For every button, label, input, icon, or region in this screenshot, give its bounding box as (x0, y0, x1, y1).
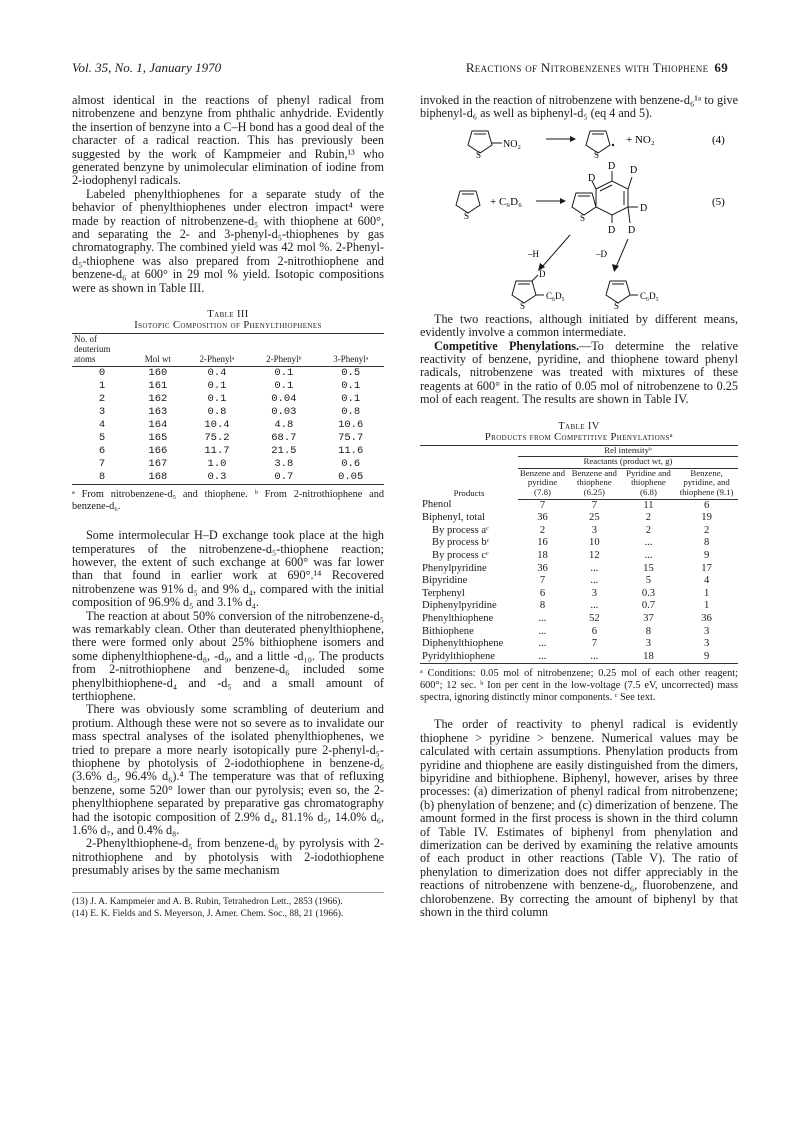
svg-text:S: S (580, 212, 586, 223)
table-cell: 21.5 (271, 445, 297, 458)
table-cell: ... (590, 562, 599, 574)
table-row (420, 563, 738, 576)
table-row (420, 512, 738, 525)
table-row (420, 600, 738, 613)
product-name: Bithiophene (422, 625, 474, 637)
right-paragraph-2: The two reactions, although initiated by different means, evidently involve a common intermediate. (420, 311, 738, 340)
table-cell: 2 (98, 393, 106, 406)
table-row (420, 638, 738, 651)
references (72, 892, 384, 920)
thiophene-ring-icon (456, 191, 480, 213)
table-cell: 2 (645, 524, 652, 536)
eq5-number: (5) (712, 195, 725, 208)
paragraph-5: There was obviously some scrambling of deuterium and protium. Although these were not so severe as to invalidate our mass spectral analyses of the isolated phenylthiophenes, we tried to prepare a more nearly isotopically pure 2-phenyl-d₅-thiophene by photolysis of 2-iodothiophene in benzene-d₆ (3.6% d₅, 96.4% d₆).⁴ The temperature was that of refluxing benzene, some 520° lower than our pyrolysis; even so, the 2-phenylthiophene separated by preparative gas chromatography had the isotopic composition of 2.9% d₄, 81.1% d₅, 14.0% d₆, 1.6% d₇, and 0.4% d₈. (72, 702, 384, 838)
table-cell: 6 (591, 625, 597, 637)
t3-header-2phenyl-b: 2-Phenylᵇ (250, 334, 317, 367)
table-cell: ... (538, 638, 547, 650)
table-cell: 0.7 (641, 600, 656, 612)
table-cell: 8 (703, 537, 710, 549)
product-name: By process cᶜ (432, 550, 489, 561)
table-cell: 163 (148, 406, 168, 419)
table-cell: 3.8 (274, 458, 294, 471)
table-cell: ... (538, 625, 547, 637)
table-row (72, 393, 384, 406)
table-cell: 7 (98, 458, 106, 471)
table-cell: ... (590, 575, 599, 587)
table-cell: 0.8 (207, 406, 227, 419)
paragraph-3: Some intermolecular H–D exchange took place at the high temperatures of the nitrobenzene-d₅-thiophene reaction; however, the extent of such exchange at 600° was far lower than that found in earlier work at 690°.¹⁴ Recovered nitrobenzene was 91% d₅ and 9% d₄, compared with the initial composition of 96.9% d₅ and 3.1% d₄. (72, 528, 384, 610)
table-cell: 2 (703, 524, 710, 536)
table-cell: 6 (703, 499, 710, 511)
table-cell: 0.03 (271, 406, 297, 419)
product-name: Diphenylpyridine (422, 600, 497, 612)
table-cell: 7 (539, 499, 546, 511)
svg-text:D: D (640, 202, 648, 214)
table-row (72, 432, 384, 445)
table-cell: ... (538, 612, 547, 624)
table-cell: 0.5 (341, 367, 361, 380)
table-cell: 3 (591, 587, 597, 599)
t4-header-col-3: Pyridine and thiophene (6.8) (622, 468, 675, 499)
table-cell: 2 (645, 512, 652, 524)
table-cell: 7 (591, 638, 597, 650)
table-cell: ... (590, 600, 599, 612)
t3-header-3phenyl: 3-Phenylᵃ (317, 334, 384, 367)
table-cell: 8 (645, 625, 652, 637)
equation-4-structures (420, 121, 738, 159)
svg-text:D: D (608, 224, 616, 236)
table-cell: 36 (701, 612, 712, 624)
table-cell: 11.7 (204, 445, 230, 458)
product-name: Terphenyl (422, 587, 465, 599)
table-cell: 160 (148, 367, 168, 380)
table-cell: ... (590, 650, 599, 662)
table-cell: ... (644, 537, 653, 549)
table-cell: 0.1 (341, 393, 361, 406)
table-cell: 3 (645, 638, 652, 650)
table-cell: 4 (703, 575, 710, 587)
t4-header-products: Products (453, 487, 485, 498)
table-cell: 10.4 (204, 419, 230, 432)
table-row (420, 499, 738, 512)
table-cell: 75.2 (204, 432, 230, 445)
table-cell: 165 (148, 432, 168, 445)
table-row (72, 458, 384, 471)
table-cell: 75.7 (338, 432, 364, 445)
table-cell: 17 (701, 562, 712, 574)
equation-4 (420, 121, 738, 159)
product-name: Phenylpyridine (422, 562, 487, 574)
table-4-caption: Table IV (558, 420, 600, 432)
table-cell: 4 (98, 419, 106, 432)
table-3-footnote: ᵃ From nitrobenzene-d₅ and thiophene. ᵇ From 2-nitrothiophene and benzene-d₆. (72, 489, 384, 513)
table-cell: 9 (703, 650, 710, 662)
table-cell: 8 (539, 600, 546, 612)
svg-text:S: S (594, 149, 600, 159)
table-row (420, 651, 738, 664)
table-cell: 36 (537, 512, 548, 524)
eq5-c6d6: + C₆D₆ (490, 195, 522, 208)
right-paragraph-3-body: —To determine the relative reactivity of benzene, pyridine, and thiophene toward phenyl radicals, nitrobenzene was treated with mixtures of these reagents at 600° in the ratio of 0.05 mol of nitrobenzene to 0.25 mol of each reagent. The results are shown in Table IV. (420, 338, 738, 407)
section-heading: Competitive Phenylations. (434, 338, 580, 353)
table-3-title: Isotopic Composition of Phenylthiophenes (134, 320, 322, 332)
table-cell: 0.7 (274, 471, 294, 484)
table-row (72, 445, 384, 458)
table-cell: 1 (98, 380, 106, 393)
table-cell: 3 (98, 406, 106, 419)
table-cell: 18 (537, 550, 548, 561)
table-row (72, 380, 384, 393)
table-cell: 9 (703, 550, 710, 561)
eq5-d-label: D (539, 268, 546, 279)
svg-text:S: S (614, 300, 620, 309)
table-cell: 8 (98, 471, 106, 484)
eq5-minus-h: –H (528, 248, 539, 259)
product-name: Phenol (422, 499, 452, 511)
reaction-arrow-icon (612, 264, 619, 272)
product-name: By process aᶜ (432, 524, 489, 536)
table-row (420, 525, 738, 538)
table-row (420, 588, 738, 601)
table-row (420, 613, 738, 626)
table-cell: 5 (645, 575, 652, 587)
table-cell: 15 (643, 562, 654, 574)
reference-13: (13) J. A. Kampmeier and A. B. Rubin, Tetrahedron Lett., 2853 (1966). (72, 896, 343, 907)
paragraph-6: 2-Phenylthiophene-d₅ from benzene-d₆ by pyrolysis with 2-nitrothiophene and by photolysis with 2-iodothiophene presumably arises by the same mechanism (72, 836, 384, 878)
svg-text:S: S (476, 149, 482, 159)
t4-header-col-1: Benzene and pyridine (7.8) (518, 468, 567, 499)
table-cell: 0.1 (274, 380, 294, 393)
t3-header-molwt: Mol wt (132, 334, 184, 367)
table-cell: 162 (148, 393, 168, 406)
table-row (72, 406, 384, 419)
svg-text:D: D (608, 160, 616, 172)
table-cell: 2 (539, 524, 546, 536)
table-cell: 0.3 (641, 587, 656, 599)
table-3 (72, 333, 384, 485)
table-cell: 0.1 (341, 380, 361, 393)
svg-text:D: D (628, 224, 636, 236)
table-cell: 1 (703, 600, 710, 612)
table-cell: 19 (701, 512, 712, 524)
table-cell: 5 (98, 432, 106, 445)
reference-14: (14) E. K. Fields and S. Meyerson, J. Amer. Chem. Soc., 88, 21 (1966). (72, 908, 344, 919)
table-row (420, 575, 738, 588)
svg-text:D: D (588, 172, 596, 184)
t4-header-col-2: Benzene and thiophene (6.25) (567, 468, 622, 499)
table-cell: 0.6 (341, 458, 361, 471)
table-cell: ... (644, 550, 653, 561)
table-cell: 0.1 (207, 393, 227, 406)
product-name: Biphenyl, total (422, 512, 485, 524)
running-header-left: Vol. 35, No. 1, January 1970 (72, 60, 222, 75)
t3-header-atoms: No. of deuterium atoms (72, 334, 132, 367)
table-cell: ... (538, 650, 547, 662)
table-cell: 1 (703, 587, 710, 599)
table-cell: 0.04 (271, 393, 297, 406)
eq4-plus-no2: + NO₂ (626, 133, 655, 146)
table-cell: 161 (148, 380, 168, 393)
right-paragraph-1: invoked in the reaction of nitrobenzene with benzene-d₆¹ᵃ to give biphenyl-d₆ as well as biphenyl-d₅ (eq 4 and 5). (420, 93, 738, 121)
table-4 (420, 445, 738, 665)
table-row (420, 626, 738, 639)
left-column (72, 94, 384, 921)
t4-header-col-4: Benzene, pyridine, and thiophene (9.1) (675, 468, 738, 499)
table-4-footnote: ᵃ Conditions: 0.05 mol of nitrobenzene; 0.25 mol of each other reagent; 600°; 12 sec. ᵇ Ion per cent in the low-voltage (7.5 eV, uncorrected) mass spectra, ignoring distinctly minor components. ᶜ See text. (420, 668, 738, 704)
reaction-arrow-icon (570, 136, 576, 142)
svg-text:S: S (464, 210, 470, 221)
table-row (72, 367, 384, 381)
table-cell: 16 (537, 537, 548, 549)
table-cell: 12 (589, 550, 600, 561)
product-name: By process bᶜ (432, 537, 490, 549)
table-cell: 166 (148, 445, 168, 458)
table-cell: 3 (703, 625, 710, 637)
table-cell: 3 (703, 638, 710, 650)
equation-5 (420, 159, 738, 309)
table-cell: 4.8 (274, 419, 294, 432)
running-header-right (466, 60, 728, 76)
table-3-caption: Table III (207, 309, 249, 321)
table-cell: 167 (148, 458, 168, 471)
svg-text:D: D (630, 164, 638, 176)
table-cell: 0.3 (207, 471, 227, 484)
table-cell: 7 (539, 575, 546, 587)
table-cell: 0 (98, 367, 106, 380)
table-row (420, 537, 738, 550)
table-row (420, 550, 738, 563)
t3-header-2phenyl-a: 2-Phenylᵃ (184, 334, 251, 367)
table-cell: 52 (589, 612, 600, 624)
right-paragraph-4: The order of reactivity to phenyl radical is evidently thiophene > pyridine > benzene. Numerical values may be calculated with certain assumptions. Phenylation products from pyridine and thiophene are easily distinguished from the dimers, bipyridine and bithiophene. Biphenyl, however, arises by three processes: (a) dimerization of phenyl radical from nitrobenzene; (b) phenylation of benzene; and (c) dimerization of benzene. The amount formed in the first process is shown in the third column of Table IV. Estimates of biphenyl from phenylation and dimerization can be derived by examining the relative amounts of each product in other reactions (Table V). The ratio of phenylation to dimerization does not differ appreciably in the reactions of nitrobenzene with benzene-d₆, fluorobenzene, and chlorobenzene. By correcting the amount of biphenyl by that shown in the third column (420, 717, 738, 920)
eq5-minus-d: –D (596, 248, 607, 259)
equation-5-structures (420, 159, 738, 309)
t4-header-rel-intensity: Rel intensityᵇ (518, 445, 738, 457)
table-cell: 168 (148, 471, 168, 484)
right-column (420, 94, 738, 919)
table-4-title: Products from Competitive Phenylationsᵃ (484, 431, 674, 443)
product-thiophene-icon (606, 281, 638, 303)
reaction-arrow-icon (560, 198, 566, 204)
product-thiophene-icon (512, 275, 544, 303)
page-number: 69 (714, 60, 728, 75)
paragraph-1: almost identical in the reactions of phenyl radical from nitrobenzene and benzyne from phthalic anhydride. Evidently the insertion of benzyne into a C–H bond has a good deal of the character of a radical reaction. This has previously been suggested by the work of Kampmeier and Rubin,¹³ who generated benzyne by unimolecular elimination of iodine from 2-iodophenyl radicals. (72, 93, 384, 188)
table-cell: 10.6 (338, 419, 364, 432)
table-cell: 0.1 (274, 367, 294, 380)
product-name: Diphenylthiophene (422, 638, 504, 650)
table-cell: 0.05 (338, 471, 364, 484)
eq5-c6d5-b: C₆D₅ (640, 290, 659, 301)
table-cell: 68.7 (271, 432, 297, 445)
eq5-c6d5-a: C₆D₅ (546, 290, 565, 301)
running-title: Reactions of Nitrobenzenes with Thiophene (465, 60, 709, 75)
table-cell: 164 (148, 419, 168, 432)
table-cell: 10 (589, 537, 600, 549)
table-cell: 11.6 (338, 445, 364, 458)
table-cell: 6 (539, 587, 546, 599)
right-paragraph-3 (420, 340, 738, 407)
product-name: Pyridylthiophene (422, 650, 495, 662)
t4-header-reactants: Reactants (product wt, g) (518, 457, 738, 469)
paragraph-2: Labeled phenylthiophenes for a separate study of the behavior of phenylthiophenes under electron impact⁴ were made by reaction of nitrobenzene-d₅ with thiophene at 600°, and separating the 2- and 3-phenyl-d₅-thiophenes by gas chromatography. The combined yield was 42 mol %. 2-Phenyl-d₅-thiophene was also prepared from 2-nitrothiophene and benzene-d₆ at 600° in 29 mol % yield. Isotopic compositions were as shown in Table III. (72, 186, 384, 295)
table-row (72, 471, 384, 485)
table-cell: 7 (591, 499, 597, 511)
table-cell: 11 (643, 499, 654, 511)
table-cell: 18 (643, 650, 654, 662)
svg-text:S: S (520, 300, 526, 309)
table-cell: 0.4 (207, 367, 227, 380)
table-cell: 36 (537, 562, 548, 574)
product-name: Bipyridine (422, 575, 468, 587)
table-cell: 37 (643, 612, 654, 624)
product-name: Phenylthiophene (422, 612, 494, 624)
table-cell: 6 (98, 445, 106, 458)
table-row (72, 419, 384, 432)
eq4-number: (4) (712, 133, 725, 146)
paragraph-4: The reaction at about 50% conversion of the nitrobenzene-d₅ was remarkably clean. Other than deuterated phenylthiophene, there were formed only about 25% bithiophene isomers and some diphenylthiophene-d₈, -d₉, and a little -d₁₀. The products from 2-nitrothiophene and benzene-d₆ included some phenylbithiophene-d₄ and -d₅ and a small amount of terthiophene. (72, 608, 384, 703)
table-cell: 3 (591, 524, 597, 536)
table-cell: 0.8 (341, 406, 361, 419)
table-cell: 25 (589, 512, 600, 524)
eq4-no2-label: NO₂ (503, 138, 521, 150)
table-cell: 0.1 (207, 380, 227, 393)
table-cell: 1.0 (207, 458, 227, 471)
